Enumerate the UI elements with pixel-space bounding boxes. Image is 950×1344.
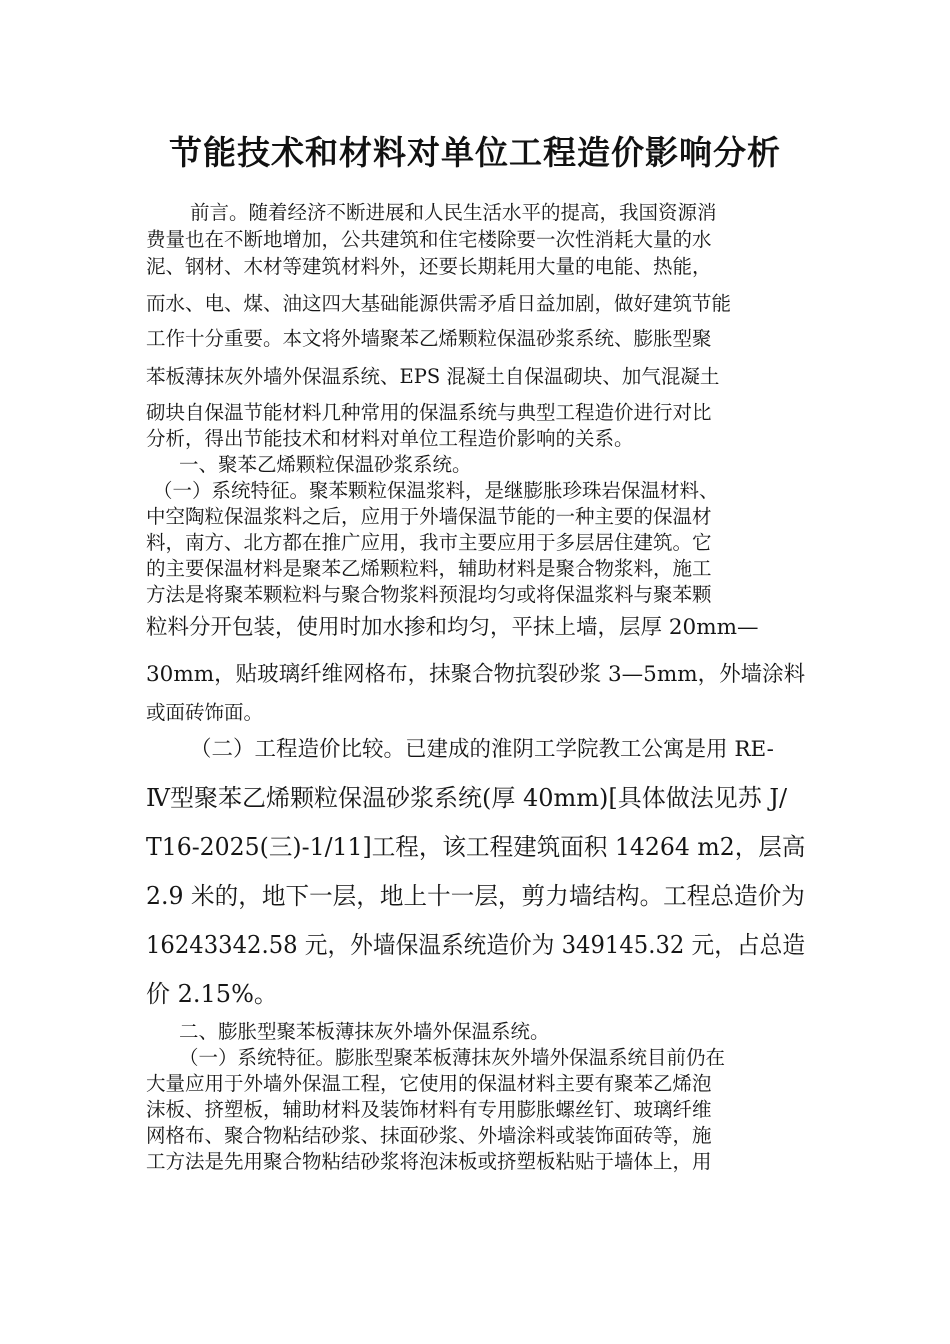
section-heading: 二、膨胀型聚苯板薄抹灰外墙外保温系统。: [179, 1020, 550, 1043]
text-line: 或面砖饰面。: [146, 701, 264, 724]
text-line: （二）工程造价比较。已建成的淮阴工学院教工公寓是用 RE-: [190, 737, 774, 762]
text-line: 苯板薄抹灰外墙外保温系统、EPS 混凝土自保温砌块、加气混凝土: [146, 365, 720, 388]
text-line: 网格布、聚合物粘结砂浆、抹面砂浆、外墙涂料或装饰面砖等，施: [146, 1124, 712, 1147]
text-line: Ⅳ型聚苯乙烯颗粒保温砂浆系统(厚 40mm)[具体做法见苏 J/: [146, 784, 788, 812]
text-line: 前言。随着经济不断进展和人民生活水平的提高，我国资源消: [190, 201, 717, 224]
document-title: 节能技术和材料对单位工程造价影响分析: [169, 133, 781, 172]
text-line: 粒料分开包装，使用时加水掺和均匀，平抹上墙，层厚 20mm—: [146, 615, 759, 640]
text-line: 方法是将聚苯颗粒料与聚合物浆料预混均匀或将保温浆料与聚苯颗: [146, 583, 712, 606]
text-line: 而水、电、煤、油这四大基础能源供需矛盾日益加剧，做好建筑节能: [146, 292, 732, 315]
text-line: 大量应用于外墙外保温工程，它使用的保温材料主要有聚苯乙烯泡: [146, 1072, 712, 1095]
text-line: 料，南方、北方都在推广应用，我市主要应用于多层居住建筑。它: [146, 531, 712, 554]
text-line: 的主要保温材料是聚苯乙烯颗粒料，辅助材料是聚合物浆料，施工: [146, 557, 712, 580]
text-line: 沫板、挤塑板，辅助材料及装饰材料有专用膨胀螺丝钉、玻璃纤维: [146, 1098, 712, 1121]
section-heading: 一、聚苯乙烯颗粒保温砂浆系统。: [179, 453, 472, 476]
text-line: 工作十分重要。本文将外墙聚苯乙烯颗粒保温砂浆系统、膨胀型聚: [146, 327, 712, 350]
text-line: 30mm，贴玻璃纤维网格布，抹聚合物抗裂砂浆 3—5mm，外墙涂料: [146, 662, 806, 687]
text-line: （一）系统特征。膨胀型聚苯板薄抹灰外墙外保温系统目前仍在: [179, 1046, 726, 1069]
text-line: 价 2.15%。: [146, 980, 278, 1008]
text-line: 费量也在不断地增加，公共建筑和住宅楼除要一次性消耗大量的水: [146, 228, 712, 251]
text-line: 泥、钢材、木材等建筑材料外，还要长期耗用大量的电能、热能，: [146, 255, 712, 278]
text-line: 工方法是先用聚合物粘结砂浆将泡沫板或挤塑板粘贴于墙体上，用: [146, 1150, 712, 1173]
text-line: 中空陶粒保温浆料之后，应用于外墙保温节能的一种主要的保温材: [146, 505, 712, 528]
text-line: 分析，得出节能技术和材料对单位工程造价影响的关系。: [146, 427, 634, 450]
text-line: （一）系统特征。聚苯颗粒保温浆料，是继膨胀珍珠岩保温材料、: [153, 479, 719, 502]
text-line: T16-2025(三)-1/11]工程，该工程建筑面积 14264 m2，层高: [146, 833, 806, 861]
text-line: 砌块自保温节能材料几种常用的保温系统与典型工程造价进行对比: [146, 401, 712, 424]
text-line: 2.9 米的，地下一层，地上十一层，剪力墙结构。工程总造价为: [146, 882, 805, 910]
text-line: 16243342.58 元，外墙保温系统造价为 349145.32 元，占总造: [146, 931, 806, 959]
